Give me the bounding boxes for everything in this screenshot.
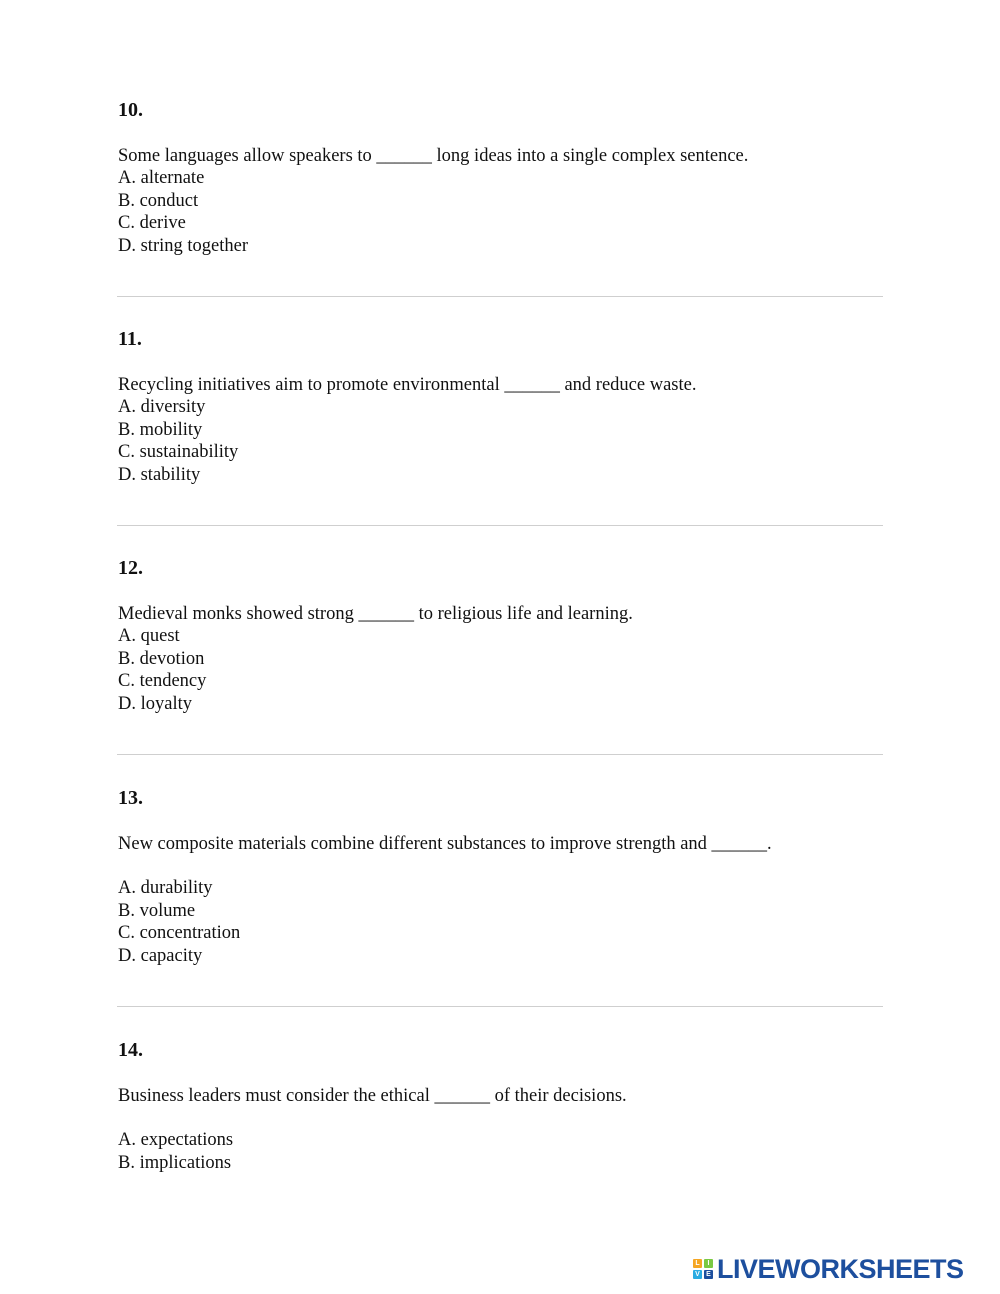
question-divider	[117, 754, 883, 755]
answer-option-b[interactable]: B. implications	[118, 1153, 232, 1173]
answer-option-b[interactable]: B. devotion	[118, 649, 205, 669]
question-text: Medieval monks showed strong ______ to religious life and learning.	[118, 604, 633, 624]
answer-option-a[interactable]: A. diversity	[118, 397, 206, 417]
brand-name: LIVEWORKSHEETS	[717, 1253, 964, 1284]
question-number: 14.	[118, 1039, 143, 1061]
answer-option-d[interactable]: D. string together	[118, 236, 248, 256]
question-number: 12.	[118, 557, 143, 579]
answer-option-d[interactable]: D. loyalty	[118, 694, 192, 714]
liveworksheets-logo	[693, 1254, 964, 1284]
logo-icon	[693, 1259, 713, 1279]
answer-option-b[interactable]: B. conduct	[118, 191, 199, 211]
answer-option-a[interactable]: A. quest	[118, 626, 180, 646]
question-number: 13.	[118, 787, 143, 809]
answer-option-a[interactable]: A. expectations	[118, 1130, 234, 1150]
logo-letter-i: I	[704, 1259, 713, 1268]
question-divider	[117, 296, 883, 297]
logo-letter-v: V	[693, 1270, 702, 1279]
answer-option-b[interactable]: B. volume	[118, 901, 196, 921]
answer-option-d[interactable]: D. stability	[118, 465, 201, 485]
question-text: Some languages allow speakers to ______ long ideas into a single complex sentence.	[118, 146, 749, 166]
question-divider	[117, 1006, 883, 1007]
answer-option-a[interactable]: A. alternate	[118, 168, 205, 188]
question-number: 11.	[118, 328, 142, 350]
answer-option-a[interactable]: A. durability	[118, 878, 213, 898]
answer-option-c[interactable]: C. derive	[118, 213, 186, 233]
answer-option-c[interactable]: C. concentration	[118, 923, 241, 943]
question-text: Recycling initiatives aim to promote environmental ______ and reduce waste.	[118, 375, 697, 395]
logo-letter-e: E	[704, 1270, 713, 1279]
answer-option-c[interactable]: C. sustainability	[118, 442, 239, 462]
question-text: Business leaders must consider the ethical ______ of their decisions.	[118, 1086, 627, 1106]
logo-letter-l: L	[693, 1259, 702, 1268]
question-number: 10.	[118, 99, 143, 121]
question-divider	[117, 525, 883, 526]
answer-option-c[interactable]: C. tendency	[118, 671, 207, 691]
question-text: New composite materials combine different substances to improve strength and ______.	[118, 834, 772, 854]
answer-option-d[interactable]: D. capacity	[118, 946, 203, 966]
answer-option-b[interactable]: B. mobility	[118, 420, 203, 440]
